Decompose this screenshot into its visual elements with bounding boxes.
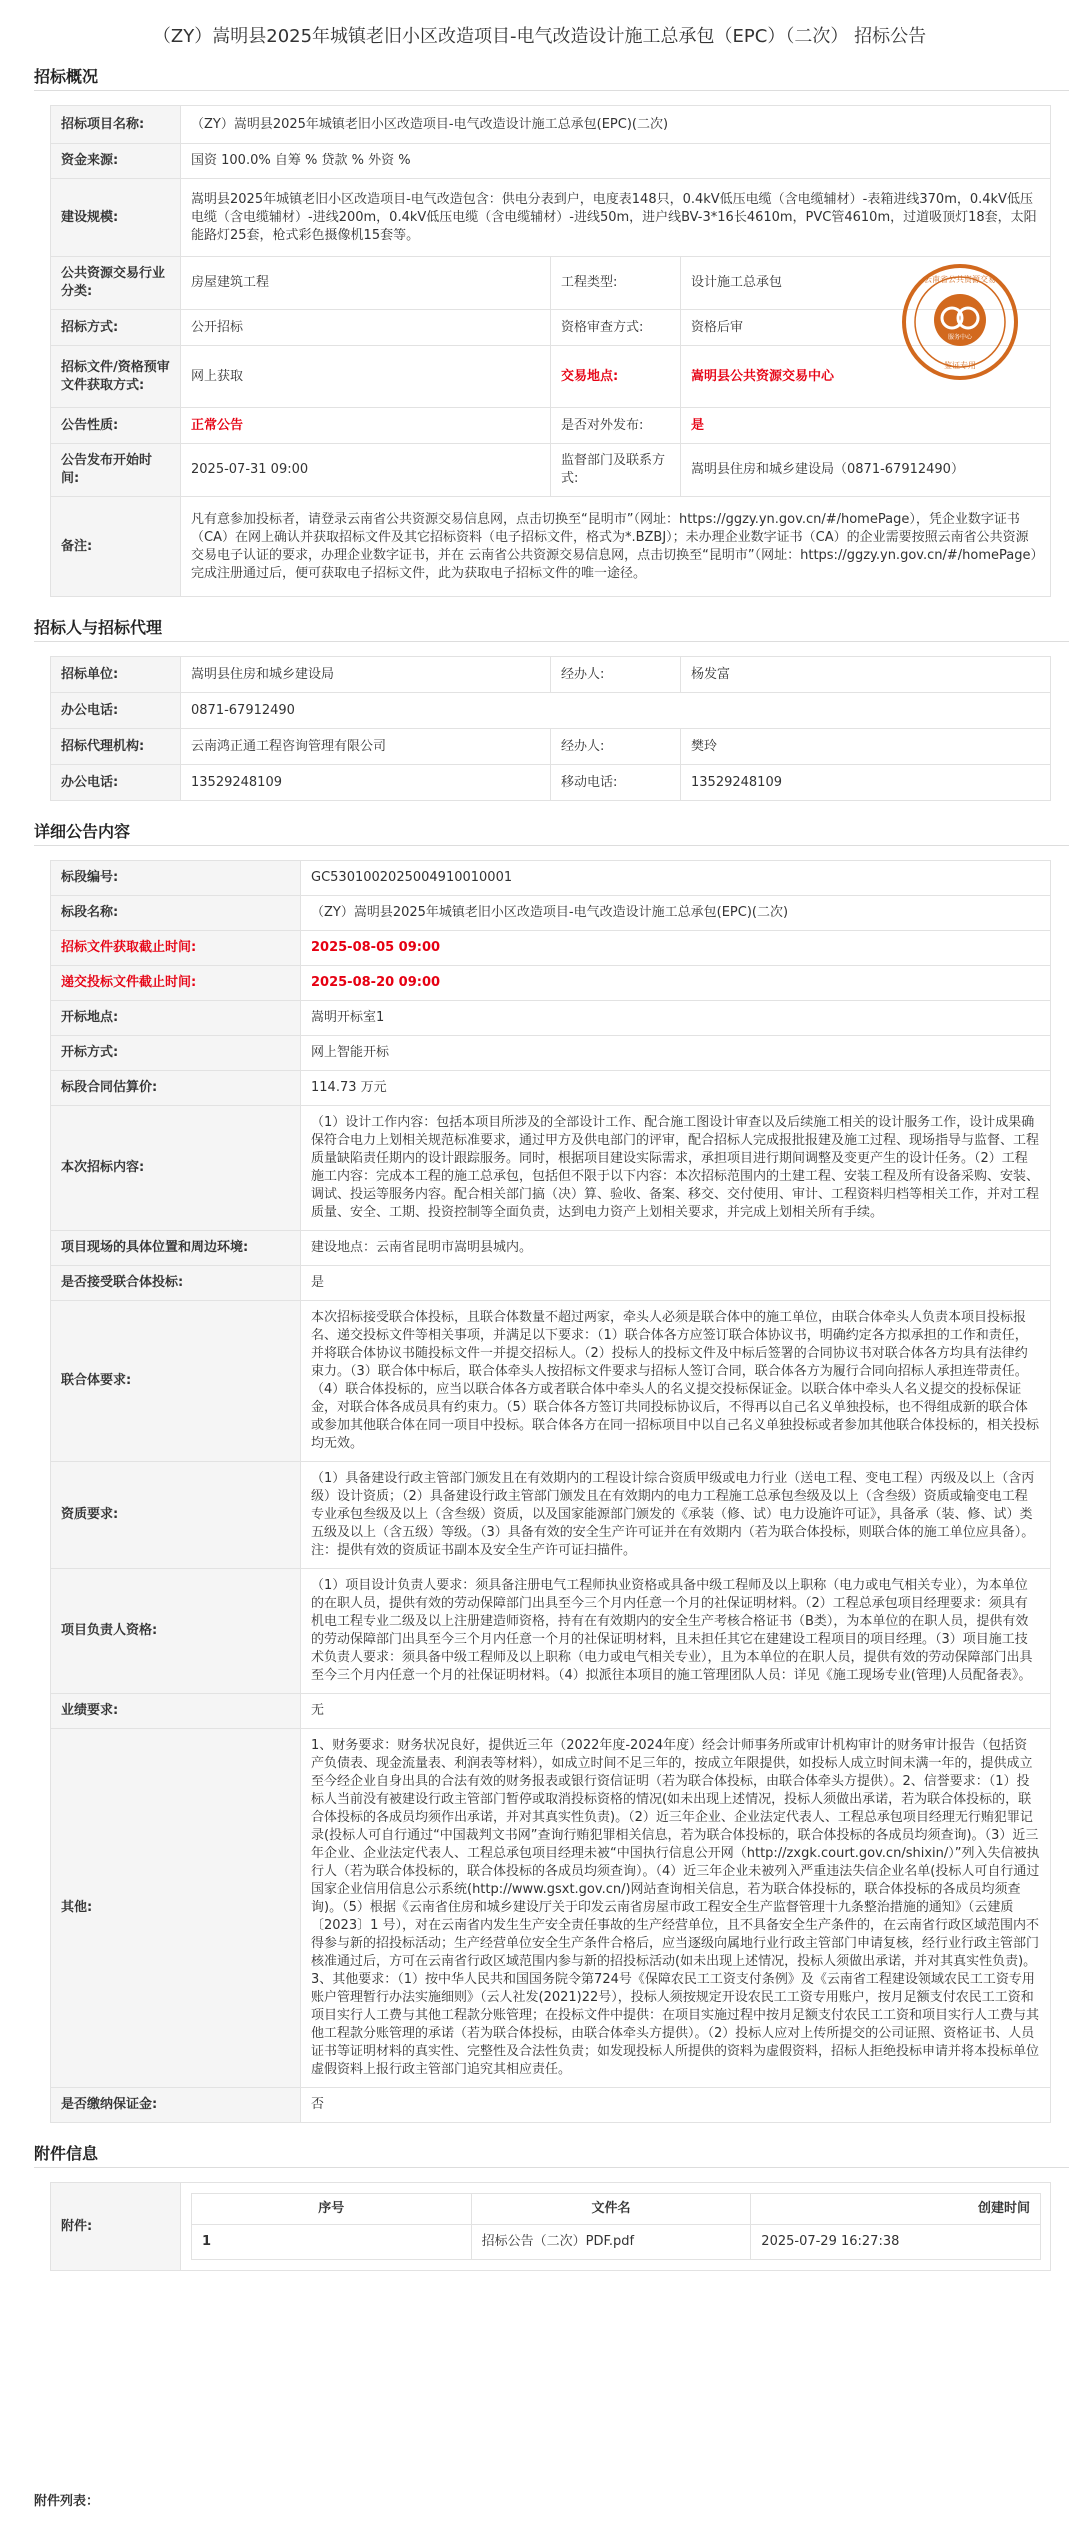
agent-label: 招标代理机构:	[51, 729, 181, 765]
detail-value: 嵩明开标室1	[301, 1001, 1051, 1036]
category-value: 房屋建筑工程	[181, 257, 551, 310]
attachment-file-link[interactable]: 招标公告（二次）PDF.pdf	[471, 2225, 751, 2260]
detail-value: 本次招标接受联合体投标，且联合体数量不超过两家，牵头人必须是联合体中的施工单位，由联合体牵头人负责本项目投标报名、递交投标文件等相关事项，并满足以下要求：（1）联合体各方应签订联合体协议书，明确约定各方拟承担的工作和责任，并将联合体协议书随投标文件一并提交招标人。（2）投标人的投标文件及中标后签署的合同协议书对联合体各方均具有法律约束力。（3）联合体中标后，联合体牵头人按招标文件要求与招标人签订合同，联合体各方为履行合同向招标人承担连带责任。（4）联合体投标的，应当以联合体各方或者联合体中牵头人的名义提交投标保证金。以联合体中牵头人名义提交的投标保证金，对联合体各成员具有约束力。（5）联合体各方签订共同投标协议后，不得再以自己名义单独投标，也不得组成新的联合体或参加其他联合体在同一项目中投标。联合体各方在同一招标项目中以自己名义单独投标或者参加其他联合体投标的，相关投标均无效。	[301, 1301, 1051, 1462]
detail-row	[51, 1036, 1051, 1071]
detail-row	[51, 2088, 1051, 2123]
publish-time-value: 2025-07-31 09:00	[181, 444, 551, 497]
detail-label: 标段名称:	[51, 896, 301, 931]
detail-row	[51, 1001, 1051, 1036]
divider	[34, 641, 1069, 642]
detail-value: （1）项目设计负责人要求：须具备注册电气工程师执业资格或具备中级工程师及以上职称（电力或电气相关专业），为本单位的在职人员，提供有效的劳动保障部门出具至今三个月内任意一个月的社保证明材料。（2）工程总承包项目经理要求：须具有机电工程专业二级及以上注册建造师资格，持有在有效期内的安全生产考核合格证书（B类），为本单位的在职人员，提供有效的劳动保障部门出具至今三个月内任意一个月的社保证明材料，且未担任其它在建建设工程项目的项目经理。（3）项目施工技术负责人要求：须具备中级工程师及以上职称（电力或电气相关专业），且为本单位的在职人员，提供有效的劳动保障部门出具至今三个月内任意一个月的社保证明材料。（4）拟派往本项目的施工管理团队人员：详见《施工现场专业(管理)人员配备表》。	[301, 1569, 1051, 1694]
eng-type-label: 工程类型:	[551, 257, 681, 310]
detail-label: 招标文件获取截止时间:	[51, 931, 301, 966]
attachment-no: 1	[192, 2225, 472, 2260]
fund-label: 资金来源:	[51, 144, 181, 179]
scale-label: 建设规模:	[51, 179, 181, 257]
detail-value: 1、财务要求：财务状况良好，提供近三年（2022年度-2024年度）经会计师事务所或审计机构审计的财务审计报告（包括资产负债表、现金流量表、利润表等材料），如成立时间不足三年的，按成立年限提供，如投标人成立时间未满一年的，提供成立至今经企业自身出具的合法有效的财务报表或银行资信证明（若为联合体投标，由联合体牵头方提供）。2、信誉要求：（1）投标人当前没有被建设行政主管部门暂停或取消投标资格的情况(如未出现上述情况，投标人须做出承诺，若为联合体投标的，联合体投标的各成员均须作出承诺，并对其真实性负责)。（2）近三年企业、企业法定代表人、工程总承包项目经理无行贿犯罪记录(投标人可自行通过“中国裁判文书网”查询行贿犯罪相关信息，若为联合体投标的，联合体投标的各成员均须查询)。（3）近三年企业、企业法定代表人、工程总承包项目经理未被“中国执行信息公开网（http://zxgk.court.gov.cn/shixin/）”列入失信被执行人（若为联合体投标的，联合体投标的各成员均须查询）。（4）近三年企业未被列入严重违法失信企业名单(投标人可自行通过国家企业信用信息公示系统(http://www.gsxt.gov.cn/)网站查询相关信息，若为联合体投标的，联合体投标的各成员均须查询)。（5）根据《云南省住房和城乡建设厅关于印发云南省房屋市政工程安全生产监督管理十九条整治措施的通知》（云建质〔2023〕1 号），对在云南省内发生生产安全责任事故的生产经营单位，且不具备安全生产条件的，在云南省行政区域范围内不得参与新的招投标活动；生产经营单位安全生产条件合格后，应当逐级向属地行业行政主管部门申请复核，经行业行政主管部门核准通过后，方可在云南省行政区域范围内参与新的招投标活动(如未出现上述情况，投标人须做出承诺，并对其真实性负责)。3、其他要求：（1）按中华人民共和国国务院令第724号《保障农民工工资支付条例》及《云南省工程建设领域农民工工资专用账户管理暂行办法实施细则》（云人社发(2021)22号），投标人须按规定开设农民工工资专用账户，按月足额支付农民工工资和项目实行人工费与其他工程款分账管理；在投标文件中提供：在项目实施过程中按月足额支付农民工工资和项目实行人工费与其他工程款分账管理的承诺（若为联合体投标，由联合体牵头方提供）。（2）投标人应对上传所提交的公司证照、资格证书、人员证书等证明材料的真实性、完整性及合法性负责；如发现投标人所提供的资料为虚假资料，招标人拒绝投标申请并将本投标单位虚假资料上报行政主管部门追究其相应责任。	[301, 1729, 1051, 2088]
attachments-table	[50, 2182, 1051, 2271]
section-title-attachments: 附件信息	[34, 2144, 99, 2163]
qual-value: 资格后审	[681, 310, 1051, 346]
method-value: 公开招标	[181, 310, 551, 346]
attachment-label: 附件:	[51, 2183, 181, 2271]
divider	[34, 2167, 1069, 2168]
handler-label: 经办人:	[551, 657, 681, 693]
detail-value: 建设地点：云南省昆明市嵩明县城内。	[301, 1231, 1051, 1266]
scale-value: 嵩明县2025年城镇老旧小区改造项目-电气改造包含：供电分表到户，电度表148只，0.4kV低压电缆（含电缆辅材）-表箱进线370m，0.4kV低压电缆（含电缆辅材）-进线200m，0.4kV低压电缆（含电缆辅材）-进线50m，进户线BV-3*16长4610m，PVC管4610m，过道吸顶灯18套，太阳能路灯25套，枪式彩色摄像机15套等。	[181, 179, 1051, 257]
detail-label: 资质要求:	[51, 1462, 301, 1569]
detail-label: 联合体要求:	[51, 1301, 301, 1462]
eng-type-value: 设计施工总承包	[681, 257, 1051, 310]
nature-label: 公告性质:	[51, 408, 181, 444]
stamp-top-text: 云南省公共资源交易	[924, 275, 996, 284]
detail-label: 是否接受联合体投标:	[51, 1266, 301, 1301]
publish-time-label: 公告发布开始时间:	[51, 444, 181, 497]
dept-value: 嵩明县住房和城乡建设局（0871-67912490）	[681, 444, 1051, 497]
tenderer-label: 招标单位:	[51, 657, 181, 693]
detail-label: 开标地点:	[51, 1001, 301, 1036]
details-table	[50, 860, 1051, 2123]
col-header-filename: 文件名	[471, 2194, 751, 2225]
detail-row	[51, 1462, 1051, 1569]
detail-value: （ZY）嵩明县2025年城镇老旧小区改造项目-电气改造设计施工总承包(EPC)(二次)	[301, 896, 1051, 931]
place-label: 交易地点:	[551, 346, 681, 408]
col-header-no: 序号	[192, 2194, 472, 2225]
section-title-contacts: 招标人与招标代理	[34, 618, 163, 637]
foreign-value: 是	[681, 408, 1051, 444]
detail-label: 标段编号:	[51, 861, 301, 896]
detail-label: 是否缴纳保证金:	[51, 2088, 301, 2123]
detail-row	[51, 1071, 1051, 1106]
mobile-value: 13529248109	[681, 765, 1051, 801]
mobile-label: 移动电话:	[551, 765, 681, 801]
place-value: 嵩明县公共资源交易中心	[681, 346, 1051, 408]
detail-label: 标段合同估算价:	[51, 1071, 301, 1106]
doc-method-label: 招标文件/资格预审文件获取方式:	[51, 346, 181, 408]
col-header-created: 创建时间	[751, 2194, 1041, 2225]
project-name: （ZY）嵩明县2025年城镇老旧小区改造项目-电气改造设计施工总承包(EPC)(二次)	[181, 106, 1051, 144]
detail-row	[51, 931, 1051, 966]
phone-value: 0871-67912490	[181, 693, 1051, 729]
divider	[34, 90, 1069, 91]
fund-value: 国资 100.0% 自筹 % 贷款 % 外资 %	[181, 144, 1051, 179]
detail-label: 其他:	[51, 1729, 301, 2088]
detail-label: 开标方式:	[51, 1036, 301, 1071]
detail-label: 项目现场的具体位置和周边环境:	[51, 1231, 301, 1266]
detail-value: 2025-08-05 09:00	[301, 931, 1051, 966]
agent-phone-label: 办公电话:	[51, 765, 181, 801]
detail-value: 无	[301, 1694, 1051, 1729]
detail-value: 否	[301, 2088, 1051, 2123]
project-name-label: 招标项目名称:	[51, 106, 181, 144]
detail-row	[51, 1266, 1051, 1301]
agent-handler-label: 经办人:	[551, 729, 681, 765]
dept-label: 监督部门及联系方式:	[551, 444, 681, 497]
detail-value: 114.73 万元	[301, 1071, 1051, 1106]
phone-label: 办公电话:	[51, 693, 181, 729]
detail-row	[51, 1729, 1051, 2088]
stamp-middle-text: 服务中心	[947, 334, 973, 341]
detail-row	[51, 1569, 1051, 1694]
page-title: （ZY）嵩明县2025年城镇老旧小区改造项目-电气改造设计施工总承包（EPC）（二次） 招标公告	[152, 26, 927, 47]
doc-method-value: 网上获取	[181, 346, 551, 408]
detail-row	[51, 1231, 1051, 1266]
divider	[34, 845, 1069, 846]
detail-value: （1）设计工作内容：包括本项目所涉及的全部设计工作、配合施工图设计审查以及后续施工相关的设计服务工作，设计成果确保符合电力上划相关规范标准要求，通过甲方及供电部门的评审，配合招标人完成报批报建及施工过程、现场指导与监督、工程质量缺陷责任期内的设计跟踪服务。同时，根据项目建设实际需求，承担项目进行期间调整及变更产生的设计任务。（2）工程施工内容：完成本工程的施工总承包，包括但不限于以下内容：本次招标范围内的土建工程、安装工程及所有设备采购、安装、调试、投运等服务内容。配合相关部门搞（决）算、验收、备案、移交、交付使用、审计、工程资料归档等相关工作，并对工程质量、安全、工期、投资控制等全面负责，达到电力资产上划相关要求，并完成上划相关所有手续。	[301, 1106, 1051, 1231]
detail-value: 2025-08-20 09:00	[301, 966, 1051, 1001]
attachment-row	[192, 2225, 1041, 2260]
remark-value: 凡有意参加投标者，请登录云南省公共资源交易信息网，点击切换至“昆明市”（网址：https://ggzy.yn.gov.cn/#/homePage），凭企业数字证书（CA）在网上确认并获取招标文件及其它招标资料（电子招标文件，格式为*.BZBJ）；未办理企业数字证书（CA）的企业需要按照云南省公共资源交易电子认证的要求，办理企业数字证书，并在 云南省公共资源交易信息网，点击切换至“昆明市”（网址：https://ggzy.yn.gov.cn/#/homePage）完成注册通过后，便可获取电子招标文件，此为获取电子招标文件的唯一途径。	[181, 497, 1051, 597]
seal-stamp-icon	[900, 262, 1020, 382]
handler-value: 杨发富	[681, 657, 1051, 693]
agent-value: 云南鸿正通工程咨询管理有限公司	[181, 729, 551, 765]
detail-row	[51, 1694, 1051, 1729]
stamp-bottom-text: 鉴证专用	[944, 361, 976, 370]
detail-row	[51, 966, 1051, 1001]
attachment-list-title: 附件列表：	[34, 2494, 100, 2509]
contacts-table	[50, 656, 1051, 801]
detail-value: GC5301002025004910010001	[301, 861, 1051, 896]
agent-phone-value: 13529248109	[181, 765, 551, 801]
nature-value: 正常公告	[181, 408, 551, 444]
method-label: 招标方式:	[51, 310, 181, 346]
detail-row	[51, 1301, 1051, 1462]
remark-label: 备注:	[51, 497, 181, 597]
detail-row	[51, 1106, 1051, 1231]
tenderer-value: 嵩明县住房和城乡建设局	[181, 657, 551, 693]
agent-handler-value: 樊玲	[681, 729, 1051, 765]
detail-row	[51, 861, 1051, 896]
detail-value: 是	[301, 1266, 1051, 1301]
detail-value: 网上智能开标	[301, 1036, 1051, 1071]
attachment-list-table	[191, 2193, 1041, 2260]
section-title-overview: 招标概况	[34, 67, 99, 86]
foreign-label: 是否对外发布:	[551, 408, 681, 444]
detail-label: 递交投标文件截止时间:	[51, 966, 301, 1001]
detail-row	[51, 896, 1051, 931]
section-title-details: 详细公告内容	[34, 822, 131, 841]
detail-label: 项目负责人资格:	[51, 1569, 301, 1694]
detail-value: （1）具备建设行政主管部门颁发且在有效期内的工程设计综合资质甲级或电力行业（送电工程、变电工程）丙级及以上（含丙级）设计资质；（2）具备建设行政主管部门颁发且在有效期内的电力工程施工总承包叁级及以上（含叁级）资质或输变电工程专业承包叁级及以上（含叁级）资质，以及国家能源部门颁发的《承装（修、试）电力设施许可证》，具备承（装、修、试）类五级及以上（含五级）等级。（3）具备有效的安全生产许可证并在有效期内（若为联合体投标，则联合体的施工单位应具备）。注：提供有效的资质证书副本及安全生产许可证扫描件。	[301, 1462, 1051, 1569]
qual-label: 资格审查方式:	[551, 310, 681, 346]
category-label: 公共资源交易行业分类:	[51, 257, 181, 310]
detail-label: 本次招标内容:	[51, 1106, 301, 1231]
detail-label: 业绩要求:	[51, 1694, 301, 1729]
attachment-created-time: 2025-07-29 16:27:38	[751, 2225, 1041, 2260]
